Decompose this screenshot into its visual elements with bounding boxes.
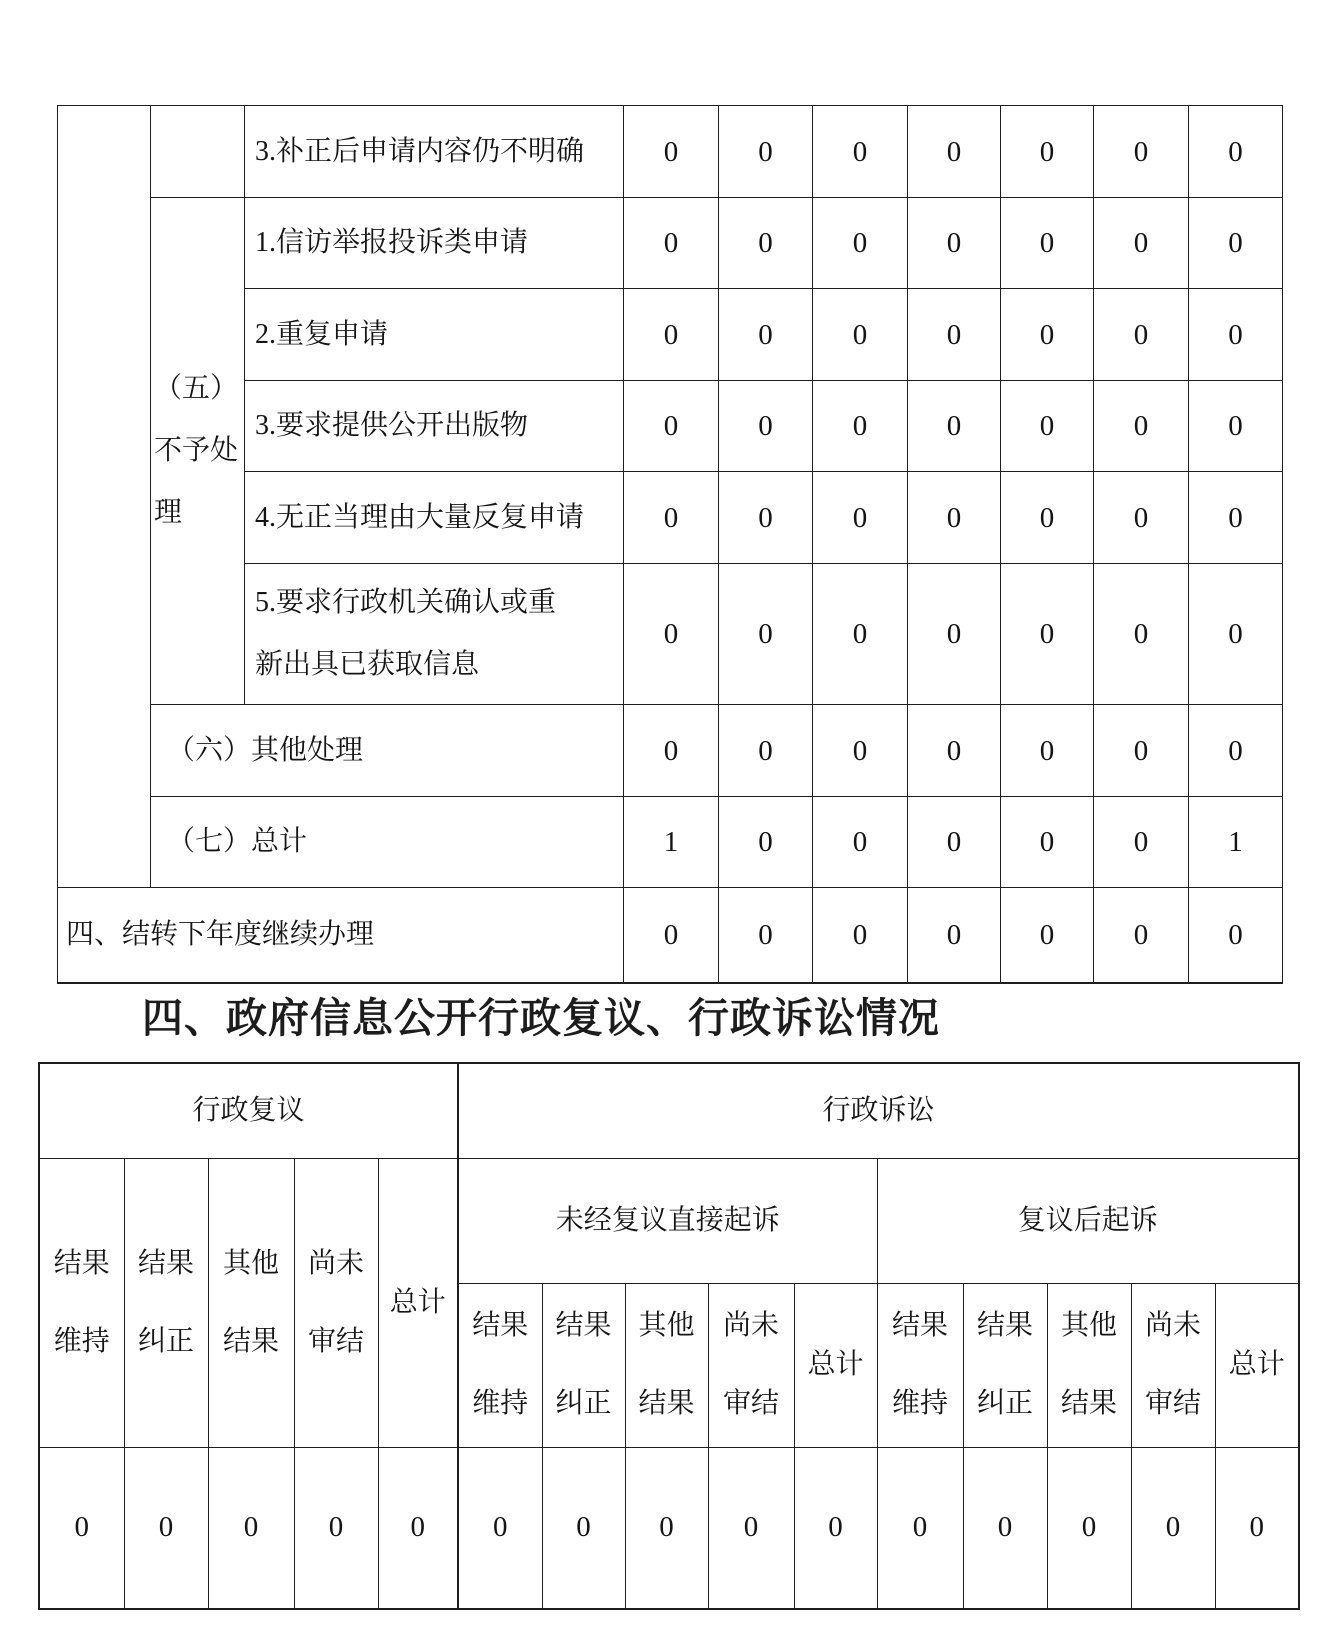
review-group-header: 行政复议 <box>39 1063 458 1158</box>
review-col-header: 总计 <box>378 1158 458 1447</box>
value-cell: 0 <box>624 106 719 198</box>
value-cell: 0 <box>813 106 908 198</box>
value-cell: 0 <box>1001 564 1094 705</box>
row-label: 3.要求提供公开出版物 <box>245 381 624 472</box>
value-cell: 0 <box>294 1447 378 1609</box>
value-cell: 0 <box>908 888 1001 983</box>
value-cell: 0 <box>625 1447 708 1609</box>
value-cell: 0 <box>908 198 1001 289</box>
direct-col-header: 总计 <box>794 1283 877 1447</box>
after-col-header: 结果纠正 <box>963 1283 1047 1447</box>
value-cell: 0 <box>813 198 908 289</box>
empty-left-cell <box>58 106 151 888</box>
value-cell: 0 <box>908 472 1001 564</box>
value-cell: 0 <box>124 1447 208 1609</box>
litigation-group-header: 行政诉讼 <box>458 1063 1299 1158</box>
value-cell: 0 <box>813 888 908 983</box>
value-cell: 0 <box>719 289 813 381</box>
value-cell: 0 <box>908 289 1001 381</box>
value-cell: 0 <box>1001 198 1094 289</box>
value-cell: 0 <box>1189 888 1283 983</box>
after-review-suit-group-header: 复议后起诉 <box>877 1158 1299 1283</box>
value-cell: 0 <box>1001 289 1094 381</box>
direct-col-header: 结果维持 <box>458 1283 542 1447</box>
row-label: 5.要求行政机关确认或重新出具已获取信息 <box>245 564 624 705</box>
value-cell: 0 <box>794 1447 877 1609</box>
value-cell: 0 <box>1189 106 1283 198</box>
row-label: 2.重复申请 <box>245 289 624 381</box>
after-col-header: 尚未审结 <box>1131 1283 1215 1447</box>
value-cell: 0 <box>1094 564 1189 705</box>
value-cell: 0 <box>719 888 813 983</box>
value-cell: 0 <box>624 198 719 289</box>
value-cell: 1 <box>624 797 719 888</box>
value-cell: 0 <box>1189 381 1283 472</box>
value-cell: 0 <box>1001 106 1094 198</box>
value-cell: 0 <box>908 705 1001 797</box>
direct-col-header: 其他结果 <box>625 1283 708 1447</box>
value-cell: 0 <box>624 888 719 983</box>
value-cell: 0 <box>708 1447 794 1609</box>
value-cell: 0 <box>624 381 719 472</box>
value-cell: 0 <box>719 472 813 564</box>
value-cell: 0 <box>908 381 1001 472</box>
value-cell: 0 <box>1189 705 1283 797</box>
value-cell: 0 <box>624 705 719 797</box>
review-col-header: 其他结果 <box>208 1158 294 1447</box>
value-cell: 0 <box>813 472 908 564</box>
value-cell: 0 <box>1189 289 1283 381</box>
value-cell: 0 <box>208 1447 294 1609</box>
row-label: 四、结转下年度继续办理 <box>58 888 624 983</box>
value-cell: 0 <box>1047 1447 1131 1609</box>
carryover-table <box>57 105 1283 984</box>
value-cell: 0 <box>1189 198 1283 289</box>
value-cell: 0 <box>719 198 813 289</box>
value-cell: 0 <box>1094 705 1189 797</box>
value-cell: 0 <box>719 705 813 797</box>
value-cell: 0 <box>813 289 908 381</box>
value-cell: 0 <box>908 106 1001 198</box>
value-cell: 0 <box>813 797 908 888</box>
value-cell: 0 <box>624 289 719 381</box>
value-cell: 0 <box>719 564 813 705</box>
value-cell: 0 <box>719 381 813 472</box>
value-cell: 0 <box>813 381 908 472</box>
value-cell: 0 <box>39 1447 124 1609</box>
empty-group-cell <box>151 106 245 198</box>
value-cell: 0 <box>1131 1447 1215 1609</box>
review-col-header: 结果维持 <box>39 1158 124 1447</box>
value-cell: 0 <box>1094 797 1189 888</box>
value-cell: 0 <box>1094 472 1189 564</box>
after-col-header: 其他结果 <box>1047 1283 1131 1447</box>
value-cell: 0 <box>877 1447 963 1609</box>
value-cell: 0 <box>1094 198 1189 289</box>
value-cell: 0 <box>908 564 1001 705</box>
review-col-header: 结果纠正 <box>124 1158 208 1447</box>
value-cell: 0 <box>624 564 719 705</box>
value-cell: 0 <box>719 106 813 198</box>
row-label: 1.信访举报投诉类申请 <box>245 198 624 289</box>
review-litigation-table <box>38 1062 1300 1610</box>
direct-col-header: 结果纠正 <box>542 1283 625 1447</box>
section-heading: 四、政府信息公开行政复议、行政诉讼情况 <box>142 995 940 1041</box>
value-cell: 0 <box>1001 705 1094 797</box>
value-cell: 0 <box>908 797 1001 888</box>
value-cell: 0 <box>1094 289 1189 381</box>
value-cell: 1 <box>1189 797 1283 888</box>
value-cell: 0 <box>1094 381 1189 472</box>
row-label: （六）其他处理 <box>151 705 624 797</box>
row-label: 4.无正当理由大量反复申请 <box>245 472 624 564</box>
value-cell: 0 <box>1001 888 1094 983</box>
value-cell: 0 <box>1189 564 1283 705</box>
value-cell: 0 <box>1094 888 1189 983</box>
direct-col-header: 尚未审结 <box>708 1283 794 1447</box>
value-cell: 0 <box>1094 106 1189 198</box>
value-cell: 0 <box>963 1447 1047 1609</box>
value-cell: 0 <box>813 564 908 705</box>
value-cell: 0 <box>1189 472 1283 564</box>
after-col-header: 结果维持 <box>877 1283 963 1447</box>
after-col-header: 总计 <box>1215 1283 1299 1447</box>
review-col-header: 尚未审结 <box>294 1158 378 1447</box>
row-label: 3.补正后申请内容仍不明确 <box>245 106 624 198</box>
value-cell: 0 <box>1001 797 1094 888</box>
value-cell: 0 <box>624 472 719 564</box>
value-cell: 0 <box>458 1447 542 1609</box>
group5-label: （五）不予处理 <box>151 198 245 705</box>
value-cell: 0 <box>542 1447 625 1609</box>
value-cell: 0 <box>813 705 908 797</box>
row-label: （七）总计 <box>151 797 624 888</box>
value-cell: 0 <box>1001 381 1094 472</box>
value-cell: 0 <box>378 1447 458 1609</box>
value-cell: 0 <box>1001 472 1094 564</box>
value-cell: 0 <box>719 797 813 888</box>
direct-suit-group-header: 未经复议直接起诉 <box>458 1158 877 1283</box>
value-cell: 0 <box>1215 1447 1299 1609</box>
